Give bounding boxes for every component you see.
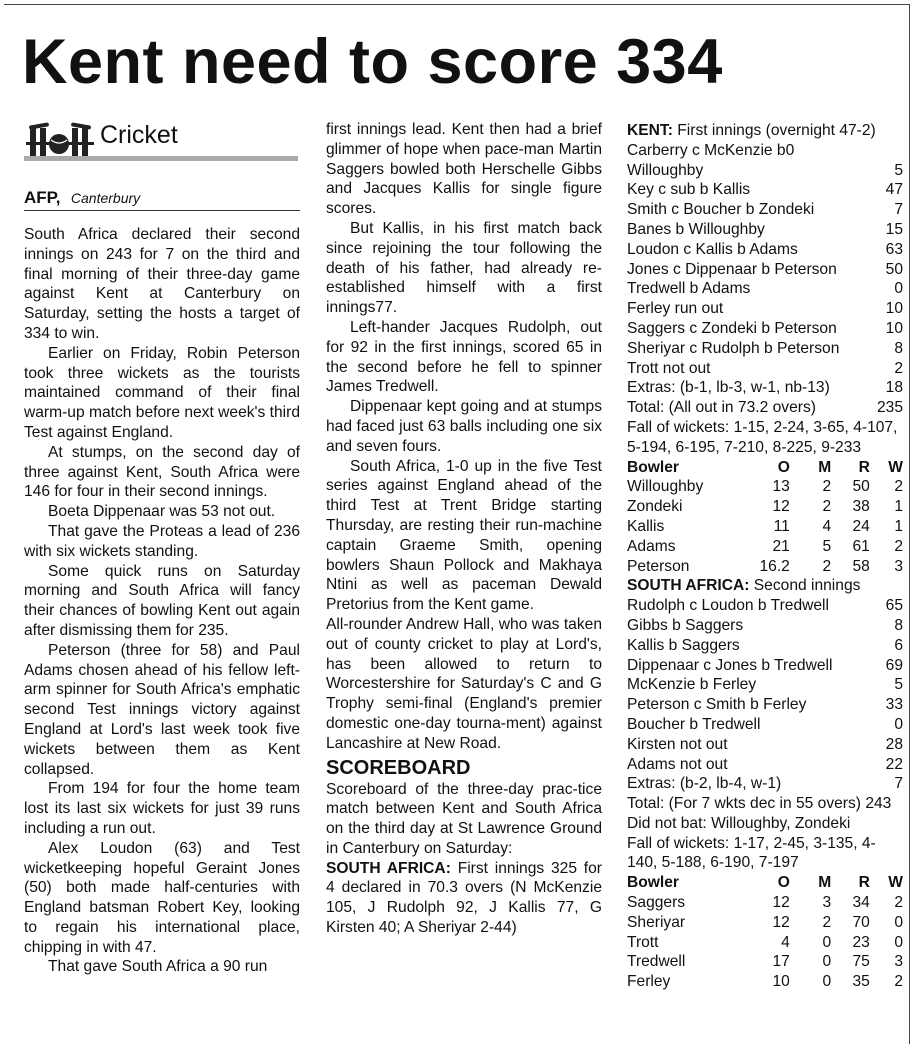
sa-bowling-table xyxy=(627,873,903,992)
sa-second-innings-heading xyxy=(627,576,903,596)
runs-conceded: 35 xyxy=(852,973,870,991)
section-header xyxy=(24,120,300,162)
overs: 4 xyxy=(781,933,790,951)
extras-row xyxy=(627,774,903,794)
runs-conceded: 38 xyxy=(852,498,870,516)
maidens: 2 xyxy=(822,557,832,575)
batting-row xyxy=(627,240,903,260)
overs: 21 xyxy=(772,537,790,555)
batsman: Ferley run out xyxy=(627,300,724,318)
kent-bowling-table xyxy=(627,458,903,577)
wickets: 2 xyxy=(894,894,903,912)
runs: 8 xyxy=(894,339,903,357)
sa-total: Total: (For 7 wkts dec in 55 overs) 243 xyxy=(627,795,892,813)
bowling-row xyxy=(627,517,903,537)
batting-row xyxy=(627,200,903,220)
batsman: Saggers c Zondeki b Peterson xyxy=(627,319,837,337)
bowling-header: O xyxy=(777,458,790,476)
extras-row xyxy=(627,378,903,398)
maidens: 2 xyxy=(822,478,832,496)
wickets: 3 xyxy=(894,557,903,575)
batsman: Adams not out xyxy=(627,755,728,773)
bowler: Trott xyxy=(627,933,659,951)
runs: 22 xyxy=(885,755,903,773)
article-body-col1 xyxy=(24,225,300,977)
runs-conceded: 34 xyxy=(852,894,870,912)
overs: 12 xyxy=(772,913,790,931)
sa-first-innings xyxy=(326,859,602,938)
runs-conceded: 75 xyxy=(852,953,870,971)
runs: 10 xyxy=(885,300,903,318)
bowling-row xyxy=(627,913,903,933)
batting-row xyxy=(627,161,903,181)
batting-row xyxy=(627,339,903,359)
scoreboard-intro: Scoreboard of the three-day prac-tice match between Kent and South Africa on the third day at St Lawrence Ground in Canterbury on Saturday: xyxy=(326,780,602,857)
batting-row xyxy=(627,180,903,200)
paragraph: From 194 for four the home team lost its last six wickets for just 39 runs including a run out. xyxy=(24,780,300,837)
bowler: Zondeki xyxy=(627,498,683,516)
batsman: Peterson c Smith b Ferley xyxy=(627,696,807,714)
runs: 69 xyxy=(885,656,903,674)
paragraph: South Africa, 1-0 up in the five Test series against England ahead of the third Test at Trent Bridge starting Thursday, are resting their run-machine captain Graeme Smith, opening bowlers Shaun Pollock and Makhaya Ntini as well as paceman Dewald Pretorius from the Kent game. xyxy=(326,457,602,614)
paragraph: Peterson (three for 58) and Paul Adams chosen ahead of his fellow left-arm spinner for South Africa's emphatic second Test innings victory against England at Lord's last week took five wickets between them as Kent collapsed. xyxy=(24,641,300,778)
runs: 7 xyxy=(894,775,903,793)
maidens: 3 xyxy=(822,894,832,912)
batting-row xyxy=(627,715,903,735)
overs: 12 xyxy=(772,498,790,516)
runs-conceded: 58 xyxy=(852,557,870,575)
batting-row xyxy=(627,220,903,240)
paragraph: At stumps, on the second day of three against Kent, South Africa were 146 for four in their second innings. xyxy=(24,443,300,501)
bowling-row xyxy=(627,537,903,557)
column-1 xyxy=(24,120,300,977)
maidens: 0 xyxy=(822,953,832,971)
runs: 28 xyxy=(885,735,903,753)
runs-conceded: 70 xyxy=(852,913,870,931)
byline xyxy=(24,188,300,211)
wickets: 0 xyxy=(894,913,903,931)
kent-batting xyxy=(627,141,903,418)
team-name: SOUTH AFRICA: xyxy=(326,859,451,877)
runs: 47 xyxy=(885,181,903,199)
kent-fall-of-wickets: Fall of wickets: 1-15, 2-24, 3-65, 4-107, 5-194, 6-195, 7-210, 8-225, 9-233 xyxy=(627,418,898,456)
scoreboard-heading: SCOREBOARD xyxy=(326,756,471,779)
runs: 0 xyxy=(894,715,903,733)
runs-conceded: 50 xyxy=(852,478,870,496)
bowling-header: M xyxy=(818,458,832,476)
overs: 12 xyxy=(772,894,790,912)
runs: 15 xyxy=(885,220,903,238)
bowler: Tredwell xyxy=(627,953,686,971)
bowling-header: Bowler xyxy=(627,458,679,476)
innings-label: First innings (overnight 47-2) xyxy=(677,122,876,139)
bowling-header: R xyxy=(858,458,870,476)
batsman: Kirsten not out xyxy=(627,735,728,753)
overs: 17 xyxy=(772,953,790,971)
runs: 0 xyxy=(894,280,903,298)
paragraph: South Africa declared their second innings on 243 for 7 on the third and final morning of their three-day game against Kent at Canterbury on Saturday, setting the hosts a target of 334 to win. xyxy=(24,226,300,342)
runs: 7 xyxy=(894,201,903,219)
extras-label: Extras: (b-2, lb-4, w-1) xyxy=(627,775,782,793)
batting-row xyxy=(627,695,903,715)
innings-label: Second innings xyxy=(753,577,861,595)
cricket-stumps-ball-icon xyxy=(24,122,96,158)
runs: 2 xyxy=(894,359,903,377)
runs-conceded: 23 xyxy=(852,933,870,951)
runs: 6 xyxy=(894,636,903,654)
maidens: 2 xyxy=(822,498,832,516)
batting-row xyxy=(627,299,903,319)
batsman: Rudolph c Loudon b Tredwell xyxy=(627,597,829,615)
column-3 xyxy=(627,121,903,992)
overs: 13 xyxy=(772,478,790,496)
paragraph: Boeta Dippenaar was 53 not out. xyxy=(48,503,276,521)
batsman: Banes b Willoughby xyxy=(627,220,765,238)
team-name: KENT: xyxy=(627,122,673,139)
sa-did-not-bat: Did not bat: Willoughby, Zondeki xyxy=(627,814,851,832)
scoreboard-intro-block xyxy=(326,780,602,938)
batsman: Carberry c McKenzie b0 xyxy=(627,141,795,159)
bowling-header: R xyxy=(858,874,870,892)
paragraph: All-rounder Andrew Hall, who was taken out of county cricket to play at Lord's, has been allowed to return to Worcestershire for Saturday's C and G Trophy semi-final (England's premier domestic one-day tourna-ment) against Lancashire at New Road. xyxy=(326,615,602,752)
batting-row xyxy=(627,636,903,656)
batsman: Key c sub b Kallis xyxy=(627,181,751,199)
maidens: 2 xyxy=(822,913,832,931)
maidens: 4 xyxy=(822,517,832,535)
bowling-row xyxy=(627,972,903,992)
batsman: Kallis b Saggers xyxy=(627,636,740,654)
bowler: Willoughby xyxy=(627,478,704,496)
batsman: Sheriyar c Rudolph b Peterson xyxy=(627,339,840,357)
bowling-row xyxy=(627,557,903,577)
bowling-header: W xyxy=(888,458,903,476)
bowler: Saggers xyxy=(627,894,686,912)
bowling-row xyxy=(627,952,903,972)
byline-agency: AFP, xyxy=(24,188,61,207)
batsman: Dippenaar c Jones b Tredwell xyxy=(627,656,833,674)
bowling-header: O xyxy=(777,874,790,892)
bowling-row xyxy=(627,497,903,517)
batting-row xyxy=(627,141,903,161)
wickets: 3 xyxy=(894,953,903,971)
article-body-col2 xyxy=(326,120,602,754)
runs: 33 xyxy=(885,696,903,714)
bowling-row xyxy=(627,477,903,497)
batsman: Tredwell b Adams xyxy=(627,280,751,298)
section-title: Cricket xyxy=(100,121,178,149)
bowling-header-row xyxy=(627,458,903,478)
batsman: Boucher b Tredwell xyxy=(627,715,761,733)
maidens: 5 xyxy=(822,537,832,555)
batsman: Gibbs b Saggers xyxy=(627,616,744,634)
runs: 63 xyxy=(885,240,903,258)
bowling-header: W xyxy=(888,874,903,892)
bowling-row xyxy=(627,893,903,913)
runs: 8 xyxy=(894,616,903,634)
headline: Kent need to score 334 xyxy=(22,27,723,97)
overs: 10 xyxy=(772,973,790,991)
paragraph: first innings lead. Kent then had a brief glimmer of hope when pace-man Martin Saggers bowled both Herschelle Gibbs and Jacques Kallis for single figure scores. xyxy=(326,121,602,218)
bowling-row xyxy=(627,933,903,953)
batsman: Willoughby xyxy=(627,161,704,179)
bowler: Adams xyxy=(627,537,676,555)
batting-row xyxy=(627,359,903,379)
maidens: 0 xyxy=(822,973,832,991)
paragraph: But Kallis, in his first match back since rejoining the tour following the death of his father, had already re-established himself with a first innings77. xyxy=(326,219,602,317)
wickets: 2 xyxy=(894,537,903,555)
wickets: 1 xyxy=(894,498,903,516)
runs: 235 xyxy=(876,399,903,417)
batting-row xyxy=(627,596,903,616)
overs: 11 xyxy=(773,517,790,535)
paragraph: Dippenaar kept going and at stumps had faced just 63 balls including one six and seven fours. xyxy=(326,398,602,455)
runs-conceded: 24 xyxy=(852,517,870,535)
paragraph: Left-hander Jacques Rudolph, out for 92 in the first innings, scored 65 in the second before he fell to spinner James Tredwell. xyxy=(326,318,602,396)
batting-row xyxy=(627,279,903,299)
sa-batting xyxy=(627,596,903,794)
batsman: Smith c Boucher b Zondeki xyxy=(627,201,815,219)
batting-row xyxy=(627,675,903,695)
column-2 xyxy=(326,120,602,938)
batsman: Loudon c Kallis b Adams xyxy=(627,240,798,258)
runs-conceded: 61 xyxy=(852,537,870,555)
bowler: Sheriyar xyxy=(627,913,686,931)
runs: 10 xyxy=(885,319,903,337)
batsman: Trott not out xyxy=(627,359,711,377)
kent-innings-heading xyxy=(627,121,903,141)
batting-row xyxy=(627,260,903,280)
wickets: 0 xyxy=(894,933,903,951)
team-name: SOUTH AFRICA: xyxy=(627,577,750,595)
paragraph: Alex Loudon (63) and Test wicketkeeping hopeful Geraint Jones (50) both made half-centuries with England batsman Robert Key, looking to regain his international place, chipping in with 47. xyxy=(24,839,300,956)
runs: 50 xyxy=(885,260,903,278)
batting-row xyxy=(627,656,903,676)
byline-place: Canterbury xyxy=(70,190,141,206)
runs: 18 xyxy=(885,379,903,397)
bowling-header: Bowler xyxy=(627,874,679,892)
runs: 5 xyxy=(894,676,903,694)
paragraph: That gave South Africa a 90 run xyxy=(48,958,268,976)
extras-label: Extras: (b-1, lb-3, w-1, nb-13) xyxy=(627,379,830,397)
batting-row xyxy=(627,755,903,775)
batting-row xyxy=(627,616,903,636)
paragraph: Earlier on Friday, Robin Peterson took three wickets as the tourists maintained command of their final warm-up match before next week's third Test against England. xyxy=(24,344,300,441)
maidens: 0 xyxy=(822,933,832,951)
batsman: Jones c Dippenaar b Peterson xyxy=(627,260,837,278)
runs: 5 xyxy=(894,161,903,179)
bowler: Peterson xyxy=(627,557,690,575)
section-rule xyxy=(24,156,298,161)
bowler: Ferley xyxy=(627,973,671,991)
wickets: 1 xyxy=(894,517,903,535)
wickets: 2 xyxy=(894,973,903,991)
batting-row xyxy=(627,319,903,339)
batting-row xyxy=(627,735,903,755)
sa-first-innings-text: First innings 325 for 4 declared in 70.3 overs (N McKenzie 105, J Rudolph 92, J Kallis 77, G Kirsten 40; A Sheriyar 2-44) xyxy=(326,859,602,937)
overs: 16.2 xyxy=(759,557,790,575)
total-row xyxy=(627,398,903,418)
sa-fall-of-wickets: Fall of wickets: 1-17, 2-45, 3-135, 4-140, 5-188, 6-190, 7-197 xyxy=(627,834,876,872)
bowler: Kallis xyxy=(627,517,665,535)
total-label: Total: (All out in 73.2 overs) xyxy=(627,399,816,417)
paragraph: That gave the Proteas a lead of 236 with six wickets standing. xyxy=(24,522,300,560)
paragraph: Some quick runs on Saturday morning and South Africa will fancy their chances of bowling Kent out again after dismissing them for 235. xyxy=(24,562,300,639)
bowling-header: M xyxy=(818,874,832,892)
wickets: 2 xyxy=(894,478,903,496)
bowling-header-row xyxy=(627,873,903,893)
batsman: McKenzie b Ferley xyxy=(627,676,757,694)
runs: 65 xyxy=(885,597,903,615)
